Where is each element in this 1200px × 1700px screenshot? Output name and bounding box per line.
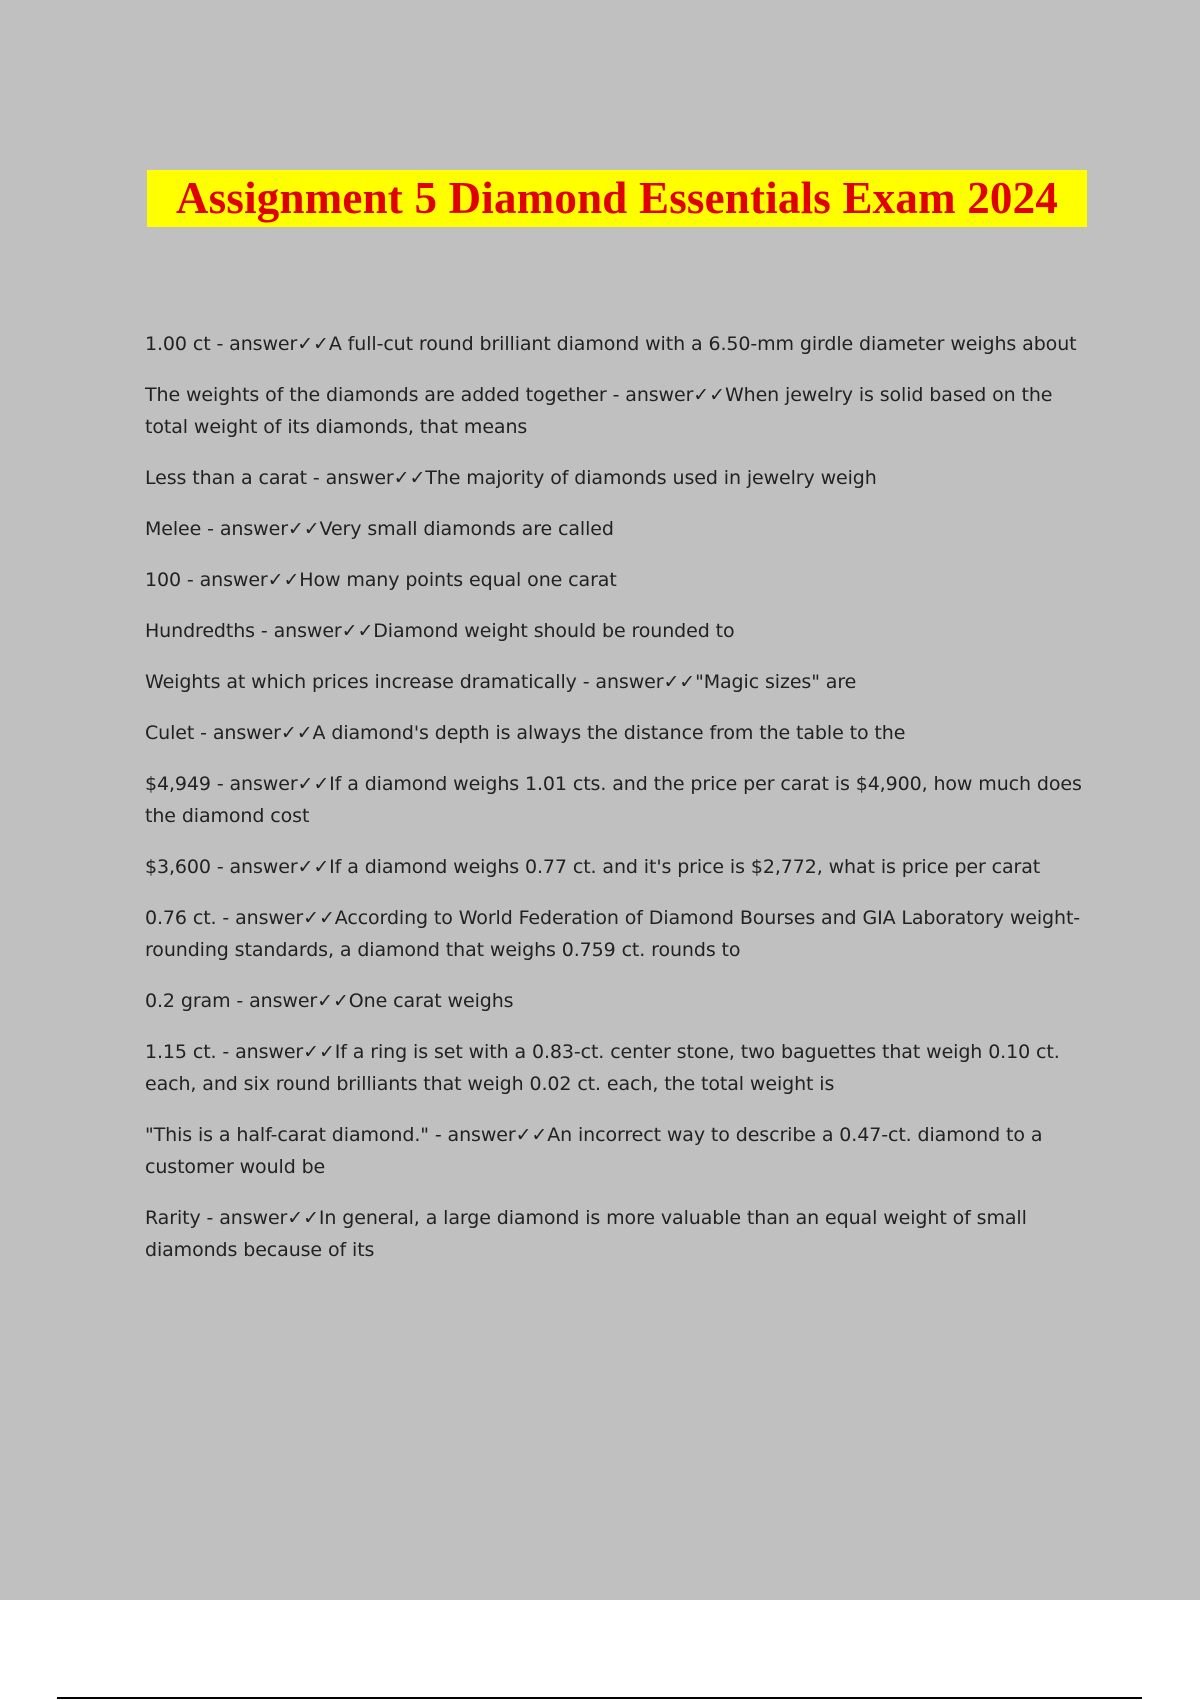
list-item: Culet - answer✓✓A diamond's depth is always the distance from the table to the <box>145 722 906 744</box>
list-item: 1.00 ct - answer✓✓A full-cut round brilliant diamond with a 6.50-mm girdle diameter weighs about <box>145 333 1077 355</box>
title-highlight <box>147 170 1087 227</box>
list-item: Rarity - answer✓✓In general, a large diamond is more valuable than an equal weight of small diamonds because of its <box>145 1207 1027 1261</box>
list-item: $4,949 - answer✓✓If a diamond weighs 1.01 cts. and the price per carat is $4,900, how much does the diamond cost <box>145 773 1082 827</box>
list-item: Less than a carat - answer✓✓The majority of diamonds used in jewelry weigh <box>145 467 877 489</box>
question-answer-list <box>145 328 1090 1285</box>
list-item: "This is a half-carat diamond." - answer✓✓An incorrect way to describe a 0.47-ct. diamond to a customer would be <box>145 1124 1043 1178</box>
list-item: Hundredths - answer✓✓Diamond weight should be rounded to <box>145 620 735 642</box>
list-item: 1.15 ct. - answer✓✓If a ring is set with a 0.83-ct. center stone, two baguettes that weigh 0.10 ct. each, and six round brilliants that weigh 0.02 ct. each, the total weight is <box>145 1041 1060 1095</box>
list-item: 100 - answer✓✓How many points equal one carat <box>145 569 617 591</box>
list-item: $3,600 - answer✓✓If a diamond weighs 0.77 ct. and it's price is $2,772, what is price per carat <box>145 856 1041 878</box>
list-item: 0.2 gram - answer✓✓One carat weighs <box>145 990 514 1012</box>
document-title: Assignment 5 Diamond Essentials Exam 2024 <box>175 173 1059 223</box>
footer-divider <box>57 1697 1142 1699</box>
list-item: 0.76 ct. - answer✓✓According to World Federation of Diamond Bourses and GIA Laboratory weight-rounding standards, a diamond that weighs 0.759 ct. rounds to <box>145 907 1081 961</box>
list-item: Weights at which prices increase dramatically - answer✓✓"Magic sizes" are <box>145 671 857 693</box>
list-item: Melee - answer✓✓Very small diamonds are called <box>145 518 614 540</box>
list-item: The weights of the diamonds are added together - answer✓✓When jewelry is solid based on the total weight of its diamonds, that means <box>145 384 1053 438</box>
